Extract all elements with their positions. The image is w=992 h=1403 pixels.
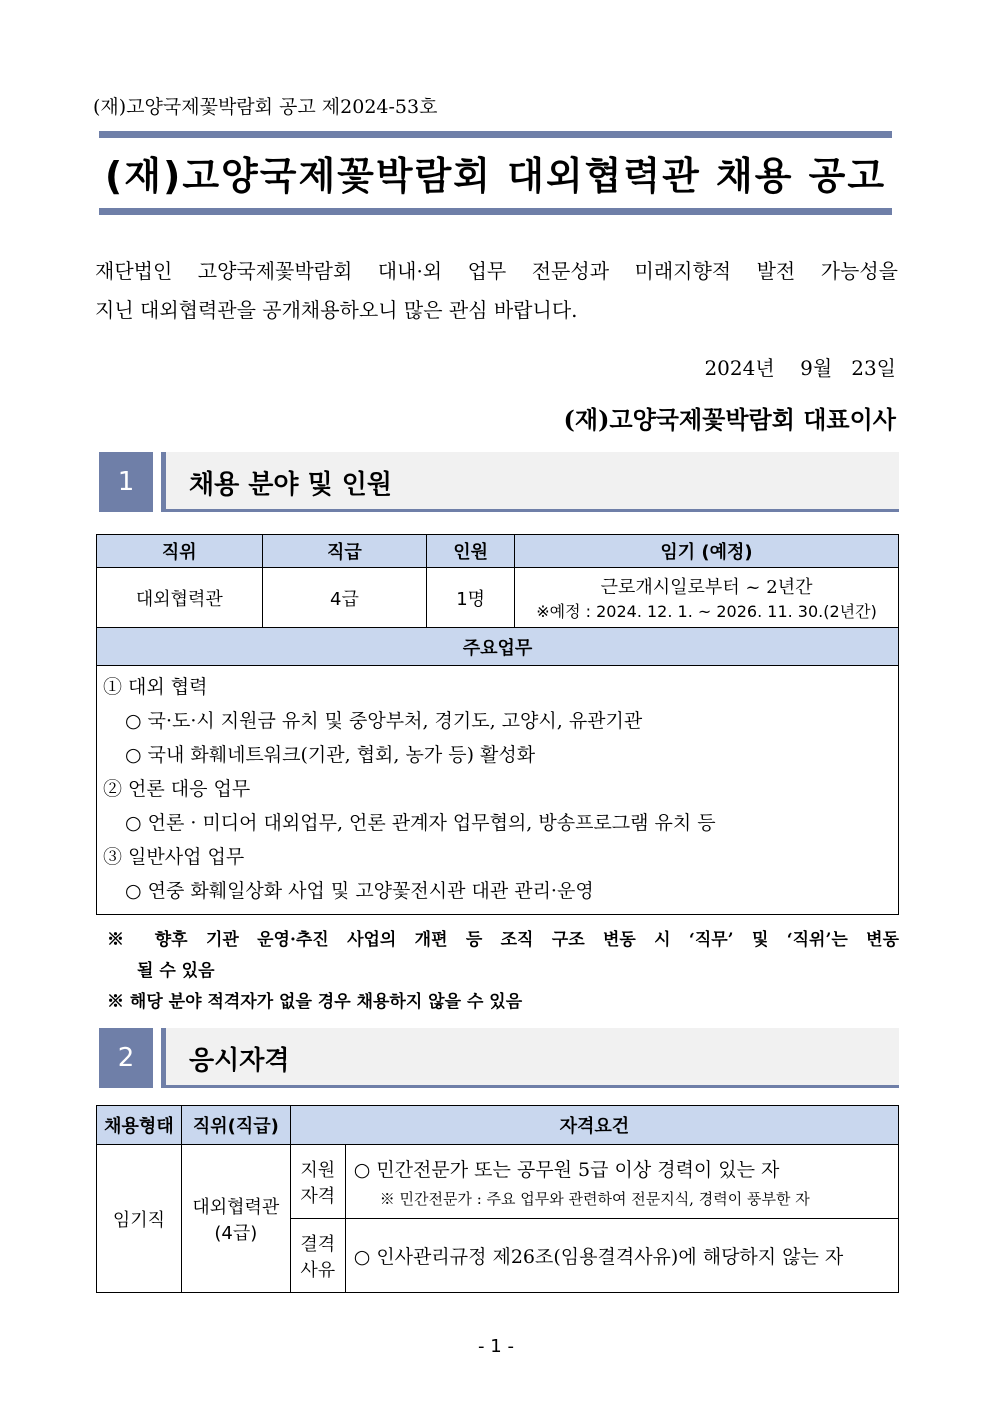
- cell-req-label: [290, 1145, 345, 1219]
- header-employment-type: 채용형태: [97, 1106, 182, 1145]
- duties-cell: [97, 666, 899, 915]
- document-title: (재)고양국제꽃박람회 대외협력관 채용 공고: [104, 154, 887, 198]
- page-number: - 1 -: [478, 1336, 514, 1357]
- notes: [107, 925, 899, 1018]
- duty-item: ○ 국·도·시 지원금 유치 및 중앙부처, 경기도, 고양시, 유관기관: [125, 710, 643, 732]
- section-number: 1: [99, 452, 153, 512]
- header-position-grade: 직위(직급): [181, 1106, 290, 1145]
- position-grade: (4급): [214, 1222, 258, 1244]
- intro-paragraph: [95, 252, 898, 330]
- header-position: 직위: [97, 535, 263, 568]
- header-grade: 직급: [262, 535, 427, 568]
- intro-line-1: 재단법인 고양국제꽃박람회 대내·외 업무 전문성과 미래지향적 발전 가능성을: [95, 259, 898, 283]
- header-requirements: 자격요건: [290, 1106, 898, 1145]
- duty-item: ② 언론 대응 업무: [103, 778, 251, 800]
- section-title: 채용 분야 및 인원: [189, 469, 392, 500]
- cell-req-text: [345, 1219, 898, 1293]
- section-2-header: [99, 1028, 899, 1088]
- position-name: 대외협력관: [192, 1196, 280, 1218]
- cell-count: 1명: [427, 568, 515, 628]
- cell-employment-type: 임기직: [97, 1145, 182, 1293]
- title-rule-top: [99, 131, 892, 138]
- section-title: 응시자격: [189, 1045, 290, 1076]
- note-1-line-1: ※ 향후 기관 운영·추진 사업의 개편 등 조직 구조 변동 시 ‘직무’ 및 ‘직위’는 변동: [107, 930, 899, 950]
- cell-req-label: [290, 1219, 345, 1293]
- note-1-line-2: 될 수 있음: [137, 961, 215, 981]
- cell-term: [515, 568, 899, 628]
- req-text: ○ 민간전문가 또는 공무원 5급 이상 경력이 있는 자: [353, 1158, 780, 1181]
- header-term: 임기 (예정): [515, 535, 899, 568]
- qualification-table: [96, 1105, 899, 1293]
- intro-line-2: 지닌 대외협력관을 공개채용하오니 많은 관심 바랍니다.: [95, 298, 578, 322]
- duty-item: ③ 일반사업 업무: [103, 846, 245, 868]
- cell-grade: 4급: [262, 568, 427, 628]
- header-count: 인원: [427, 535, 515, 568]
- req-subnote: ※ 민간전문가 : 주요 업무와 관련하여 전문지식, 경력이 풍부한 자: [379, 1189, 810, 1208]
- req-label-line: 사유: [300, 1259, 336, 1281]
- note-2: ※ 해당 분야 적격자가 없을 경우 채용하지 않을 수 있음: [107, 992, 523, 1012]
- req-label-line: 지원: [300, 1159, 336, 1181]
- cell-position-grade: [181, 1145, 290, 1293]
- cell-position: 대외협력관: [97, 568, 263, 628]
- notice-number: (재)고양국제꽃박람회 공고 제2024-53호: [93, 96, 438, 118]
- req-label-line: 결격: [300, 1233, 336, 1255]
- recruitment-table: [96, 534, 899, 915]
- duty-item: ○ 연중 화훼일상화 사업 및 고양꽃전시관 대관 관리·운영: [125, 880, 594, 902]
- section-number: 2: [99, 1028, 153, 1088]
- issuer: (재)고양국제꽃박람회 대표이사: [563, 405, 896, 434]
- req-text: ○ 인사관리규정 제26조(임용결격사유)에 해당하지 않는 자: [353, 1246, 844, 1268]
- term-line-1: 근로개시일로부터 ~ 2년간: [600, 577, 813, 598]
- announcement-date: 2024년 9월 23일: [704, 356, 896, 380]
- title-rule-bottom: [99, 208, 892, 215]
- cell-req-text: [345, 1145, 898, 1219]
- duty-item: ○ 국내 화훼네트워크(기관, 협회, 농가 등) 활성화: [125, 744, 536, 766]
- duty-item: ○ 언론 · 미디어 대외업무, 언론 관계자 업무협의, 방송프로그램 유치 등: [125, 812, 716, 834]
- section-1-header: [99, 452, 899, 512]
- term-line-2: ※예정 : 2024. 12. 1. ~ 2026. 11. 30.(2년간): [536, 602, 877, 621]
- duties-header: 주요업무: [97, 628, 899, 666]
- req-label-line: 자격: [300, 1185, 336, 1207]
- duty-item: ① 대외 협력: [103, 676, 208, 698]
